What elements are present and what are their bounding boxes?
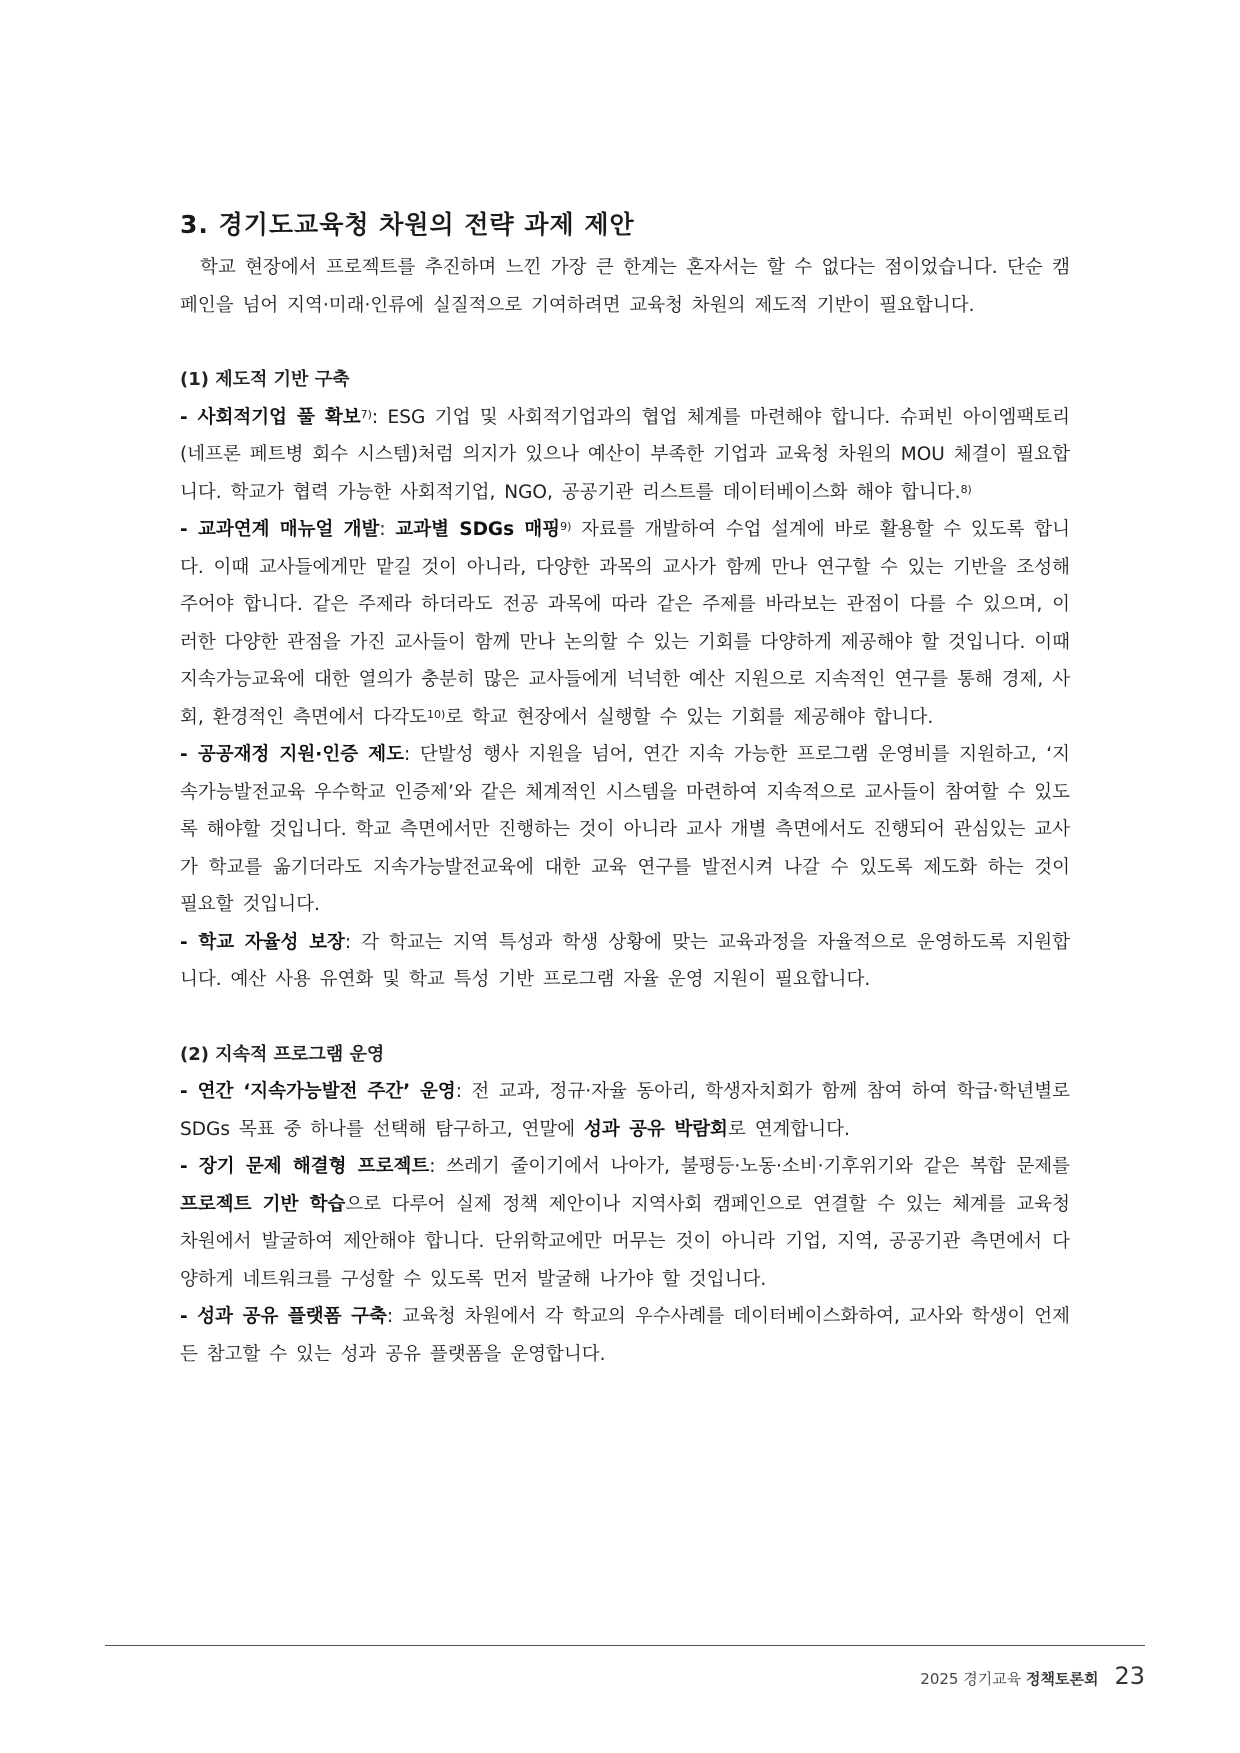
item-text-cont: 로 학교 현장에서 실행할 수 있는 기회를 제공해야 합니다. bbox=[445, 706, 934, 728]
item-text: 자료를 개발하여 수업 설계에 바로 활용할 수 있도록 합니다. 이때 교사들에게만 맡길 것이 아니라, 다양한 과목의 교사가 함께 만나 연구할 수 있는 기반을 조성해주어야 합니다. 같은 주제라 하더라도 전공 과목에 따라 같은 주제를 바라보는 관점이 다를 수 있으며, 이러한 다양한 관점을 가진 교사들이 함께 만나 논의할 수 있는 기회를 다양하게 제공해야 할 것입니다. 이때 지속가능교육에 대한 열의가 충분히 많은 교사들에게 넉넉한 예산 지원으로 지속적인 연구를 통해 경제, 사회, 환경적인 측면에서 다각도 bbox=[180, 519, 1070, 728]
subsection-2-title: (2) 지속적 프로그램 운영 bbox=[180, 1043, 385, 1065]
item-public-funding bbox=[180, 736, 1070, 924]
section-title: 3. 경기도교육청 차원의 전략 과제 제안 bbox=[180, 210, 635, 239]
item-label: - 연간 ‘지속가능발전 주간’ 운영 bbox=[180, 1081, 456, 1102]
footer-divider bbox=[105, 1645, 1145, 1646]
footer-event-part2: 정책토론회 bbox=[1026, 1670, 1099, 1688]
item-label: - 교과연계 매뉴얼 개발 bbox=[180, 519, 380, 540]
item-label: - 공공재정 지원·인증 제도 bbox=[180, 744, 404, 765]
page-footer bbox=[920, 1662, 1145, 1690]
item-bold-phrase: 교과별 SDGs 매핑 bbox=[395, 519, 561, 540]
item-text: : 쓰레기 줄이기에서 나아가, 불평등·노동·소비·기후위기와 같은 복합 문제를 bbox=[429, 1156, 1070, 1177]
item-text-cont: 로 연계합니다. bbox=[727, 1118, 850, 1140]
item-sustainability-week bbox=[180, 1073, 1070, 1148]
item-school-autonomy bbox=[180, 924, 1070, 999]
item-text-cont: 으로 다루어 실제 정책 제안이나 지역사회 캠페인으로 연결할 수 있는 체계를 교육청 차원에서 발굴하여 제안해야 합니다. 단위학교에만 머무는 것이 아니라 기업, 지역, 공공기관 측면에서 다양하게 네트워크를 구성할 수 있도록 먼저 발굴해 나가야 할 것입니다. bbox=[180, 1193, 1070, 1290]
document-body bbox=[180, 205, 1070, 1373]
item-text: : 교육청 차원에서 각 학교의 우수사례를 데이터베이스화하여, 교사와 학생이 언제든 참고할 수 있는 성과 공유 플랫폼을 운영합니다. bbox=[180, 1306, 1070, 1365]
item-bold-phrase: 프로젝트 기반 학습 bbox=[180, 1193, 346, 1215]
item-label: - 학교 자율성 보장 bbox=[180, 931, 345, 953]
item-long-term-project bbox=[180, 1148, 1070, 1298]
item-social-enterprise bbox=[180, 399, 1070, 512]
footnote-ref: 8) bbox=[960, 482, 972, 496]
item-text: : ESG 기업 및 사회적기업과의 협업 체계를 마련해야 합니다. 슈퍼빈 아이엠팩토리(네프론 페트병 회수 시스템)처럼 의지가 있으나 예산이 부족한 기업과 교육청 차원의 MOU 체결이 필요합니다. 학교가 협력 가능한 사회적기업, NGO, 공공기관 리스트를 데이터베이스화 해야 합니다. bbox=[180, 406, 1070, 503]
item-sharing-platform bbox=[180, 1298, 1070, 1373]
item-curriculum-manual bbox=[180, 511, 1070, 736]
page-number: 23 bbox=[1114, 1662, 1145, 1690]
intro-paragraph: 학교 현장에서 프로젝트를 추진하며 느낀 가장 큰 한계는 혼자서는 할 수 없다는 점이었습니다. 단순 캠페인을 넘어 지역·미래·인류에 실질적으로 기여하려면 교육청 차원의 제도적 기반이 필요합니다. bbox=[180, 257, 1070, 316]
footnote-ref: 10) bbox=[426, 707, 446, 721]
item-label: - 장기 문제 해결형 프로젝트 bbox=[180, 1156, 430, 1177]
item-text: : 전 교과, 정규·자율 동아리, 학생자치회가 함께 참여 하여 학급·학년별로 SDGs 목표 중 하나를 선택해 탐구하고, 연말에 bbox=[180, 1081, 1071, 1140]
footer-year: 2025 bbox=[920, 1670, 959, 1688]
item-text: : 단발성 행사 지원을 넘어, 연간 지속 가능한 프로그램 운영비를 지원하고, ‘지속가능발전교육 우수학교 인증제’와 같은 체계적인 시스템을 마련하여 지속적으로 교사들이 참여할 수 있도록 해야할 것입니다. 학교 측면에서만 진행하는 것이 아니라 교사 개별 측면에서도 진행되어 관심있는 교사가 학교를 옮기더라도 지속가능발전교육에 대한 교육 연구를 발전시켜 나갈 수 있도록 제도화 하는 것이 필요할 것입니다. bbox=[180, 744, 1070, 915]
footnote-ref: 9) bbox=[560, 520, 572, 533]
subsection-1-title: (1) 제도적 기반 구축 bbox=[180, 369, 350, 390]
item-colon: : bbox=[379, 519, 396, 540]
item-bold-phrase: 성과 공유 박람회 bbox=[583, 1118, 728, 1140]
item-label: - 사회적기업 풀 확보 bbox=[180, 406, 361, 428]
footer-event bbox=[920, 1668, 1098, 1689]
item-label: - 성과 공유 플랫폼 구축 bbox=[180, 1306, 387, 1327]
item-text: : 각 학교는 지역 특성과 학생 상황에 맞는 교육과정을 자율적으로 운영하도록 지원합니다. 예산 사용 유연화 및 학교 특성 기반 프로그램 자율 운영 지원이 필요합니다. bbox=[180, 931, 1070, 990]
footnote-ref: 7) bbox=[360, 407, 372, 421]
footer-event-part1: 경기교육 bbox=[963, 1670, 1022, 1688]
